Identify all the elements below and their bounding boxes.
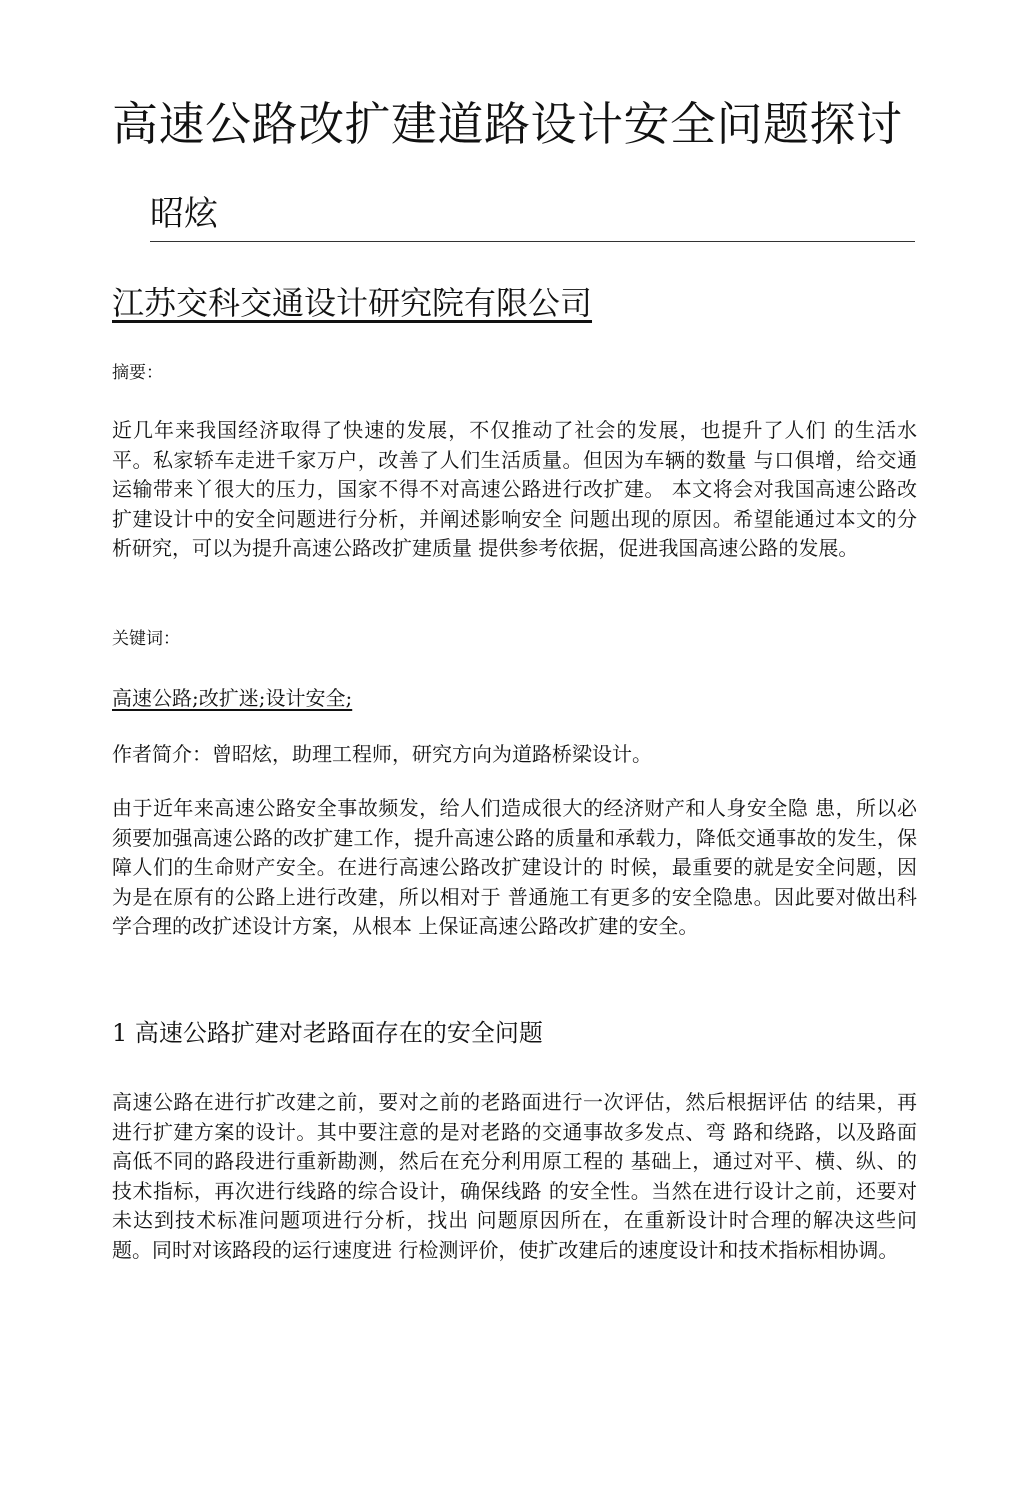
section-paragraph: 高速公路在进行扩改建之前，要对之前的老路面进行一次评估，然后根据评估 的结果，再进行扩建方案的设计。其中要注意的是对老路的交通事故多发点、弯 路和绕路，以及路面高低不同的路段进行重新勘测，然后在充分利用原工程的 基础上，通过对平、横、纵、的技术指标，再次进行线路的综合设计，确保线路 的安全性。当然在进行设计之前，还要对未达到技术标准问题项进行分析，找出 问题原因所在，在重新设计时合理的解决这些问题。同时对该路段的运行速度进 行检测评价，使扩改建后的速度设计和技术指标相协调。 <box>112 1090 917 1262</box>
keywords-list: 高速公路;改扩迷;设计安全; <box>112 686 353 710</box>
author-name: 昭炫 <box>150 186 915 242</box>
abstract-label: 摘要： <box>112 363 163 383</box>
author-bio: 作者简介：曾昭炫，助理工程师，研究方向为道路桥梁设计。 <box>112 742 652 766</box>
section-heading: 1 高速公路扩建对老路面存在的安全问题 <box>112 1019 543 1047</box>
organization-name: 江苏交科交通设计研究院有限公司 <box>112 284 593 322</box>
keywords-label: 关键词： <box>112 629 180 649</box>
abstract-paragraph: 近几年来我国经济取得了快速的发展，不仅推动了社会的发展，也提升了人们 的生活水平。私家轿车走进千家万户，改善了人们生活质量。但因为车辆的数量 与口俱增，给交通运输带来丫很大的压力，国家不得不对高速公路进行改扩建。 本文将会对我国高速公路改扩建设计中的安全问题进行分析，并阐述影响安全 问题出现的原因。希望能通过本文的分析研究，可以为提升高速公路改扩建质量 提供参考依据，促进我国高速公路的发展。 <box>112 418 917 560</box>
document-title: 高速公路改扩建道路设计安全问题探讨 <box>112 97 903 151</box>
intro-paragraph: 由于近年来高速公路安全事故频发，给人们造成很大的经济财产和人身安全隐 患，所以必须要加强高速公路的改扩建工作，提升高速公路的质量和承载力，降低交通事故的发生，保障人们的生命财产安全。在进行高速公路改扩建设计的 时候，最重要的就是安全问题，因为是在原有的公路上进行改建，所以相对于 普通施工有更多的安全隐患。因此要对做出科学合理的改扩述设计方案，从根本 上保证高速公路改扩建的安全。 <box>112 796 917 938</box>
